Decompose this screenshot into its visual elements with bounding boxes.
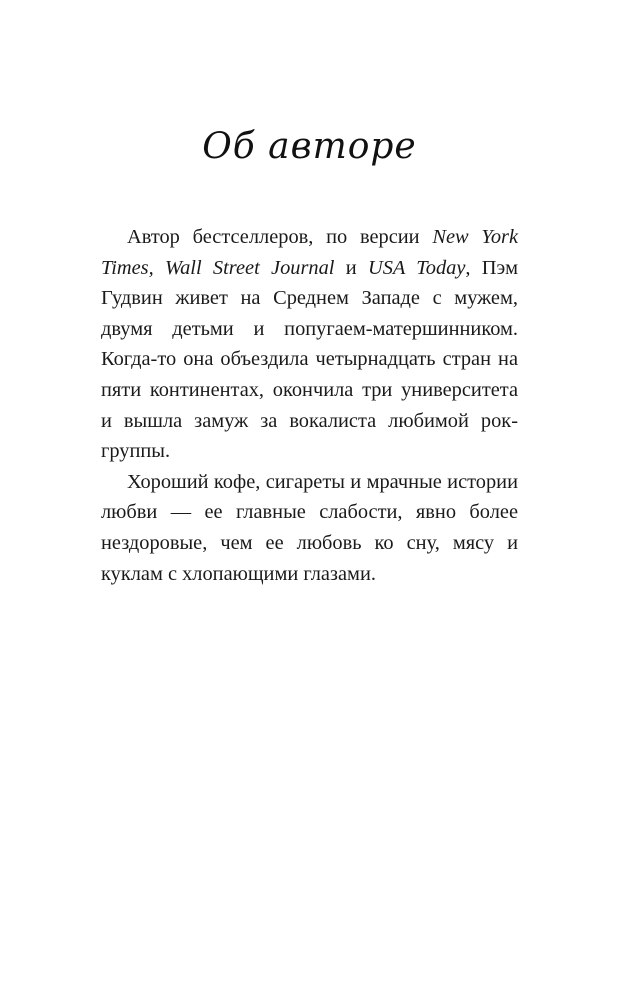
paragraph-1 — [101, 222, 518, 467]
page-title: Об авторе — [202, 126, 417, 167]
paragraph-1-intro: Автор бестселлеров, по версии — [127, 226, 433, 248]
paragraph-1-rest: , Пэм Гудвин живет на Среднем Западе с мужем, двумя детьми и попугаем-матершинником. Когда-то она объездила четырнадцать стран на пяти континентах, окончила три университета и вышла замуж за вокалиста любимой рок-группы. — [101, 256, 519, 463]
conjunction: и — [334, 256, 368, 279]
about-author-text — [101, 222, 518, 589]
publication-usa-today: USA Today — [367, 256, 466, 279]
paragraph-2: Хороший кофе, сигареты и мрачные истории любви — ее главные слабости, явно более нездоровые, чем ее любовь ко сну, мясу и куклам с хлопающими глазами. — [101, 470, 518, 585]
publication-names: New York Times, Wall Street Journal — [101, 226, 519, 279]
